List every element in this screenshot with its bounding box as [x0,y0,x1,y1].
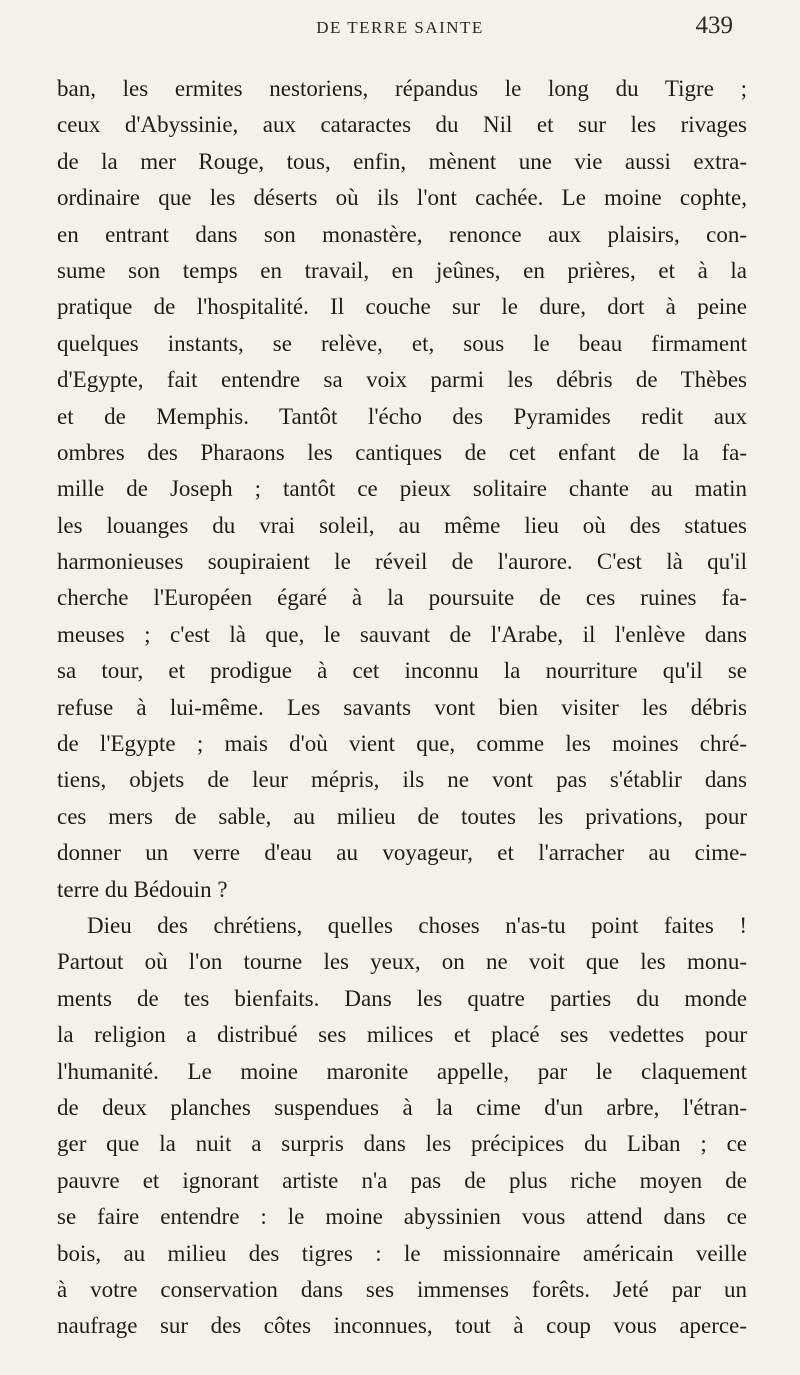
running-head [0,8,800,48]
text-line: de deux planches suspendues à la cime d'un arbre, l'étran- [57,1094,747,1120]
text-line: harmonieuses soupiraient le réveil de l'aurore. C'est là qu'il [57,549,747,575]
paragraph [57,908,747,1345]
text-line: se faire entendre : le moine abyssinien vous attend dans ce [57,1204,747,1230]
page-number: 439 [695,12,733,39]
body-text [57,71,747,1345]
text-line: sume son temps en travail, en jeûnes, en prières, et à la [57,257,747,283]
text-line: l'humanité. Le moine maronite appelle, par le claquement [57,1058,747,1084]
text-line: pauvre et ignorant artiste n'a pas de plus riche moyen de [57,1167,747,1193]
text-line: ments de tes bienfaits. Dans les quatre parties du monde [57,985,747,1011]
text-line: ger que la nuit a surpris dans les précipices du Liban ; ce [57,1131,747,1157]
text-line: bois, au milieu des tigres : le missionnaire américain veille [57,1240,747,1266]
text-line: Dieu des chrétiens, quelles choses n'as-tu point faites ! [87,912,747,938]
text-line: en entrant dans son monastère, renonce aux plaisirs, con- [57,221,747,247]
text-line: à votre conservation dans ses immenses forêts. Jeté par un [57,1276,747,1302]
text-line: ces mers de sable, au milieu de toutes les privations, pour [57,803,747,829]
text-line: quelques instants, se relève, et, sous le beau firmament [57,330,747,356]
text-line: refuse à lui-même. Les savants vont bien visiter les débris [57,694,747,720]
text-line: donner un verre d'eau au voyageur, et l'arracher au cime- [57,840,747,866]
text-line: meuses ; c'est là que, le sauvant de l'Arabe, il l'enlève dans [57,621,747,647]
text-line: terre du Bédouin ? [57,876,228,902]
text-line: naufrage sur des côtes inconnues, tout à coup vous aperce- [57,1313,747,1339]
text-line: tiens, objets de leur mépris, ils ne vont pas s'établir dans [57,767,747,793]
text-line: ordinaire que les déserts où ils l'ont cachée. Le moine cophte, [57,185,747,211]
text-line: cherche l'Européen égaré à la poursuite de ces ruines fa- [57,585,747,611]
text-line: les louanges du vrai soleil, au même lieu où des statues [57,512,747,538]
running-title: DE TERRE SAINTE [316,18,484,37]
text-line: pratique de l'hospitalité. Il couche sur le dure, dort à peine [57,294,747,320]
text-line: ombres des Pharaons les cantiques de cet enfant de la fa- [57,439,747,465]
text-line: de la mer Rouge, tous, enfin, mènent une vie aussi extra- [57,148,747,174]
text-line: la religion a distribué ses milices et placé ses vedettes pour [57,1022,747,1048]
text-line: de l'Egypte ; mais d'où vient que, comme les moines chré- [57,731,747,757]
text-line: mille de Joseph ; tantôt ce pieux solitaire chante au matin [57,476,747,502]
text-line: et de Memphis. Tantôt l'écho des Pyramides redit aux [57,403,747,429]
text-line: Partout où l'on tourne les yeux, on ne voit que les monu- [57,949,747,975]
text-line: ceux d'Abyssinie, aux cataractes du Nil et sur les rivages [57,112,747,138]
paragraph [57,71,747,908]
text-line: sa tour, et prodigue à cet inconnu la nourriture qu'il se [57,658,747,684]
text-line: ban, les ermites nestoriens, répandus le long du Tigre ; [57,76,747,101]
text-line: d'Egypte, fait entendre sa voix parmi les débris de Thèbes [57,367,747,393]
